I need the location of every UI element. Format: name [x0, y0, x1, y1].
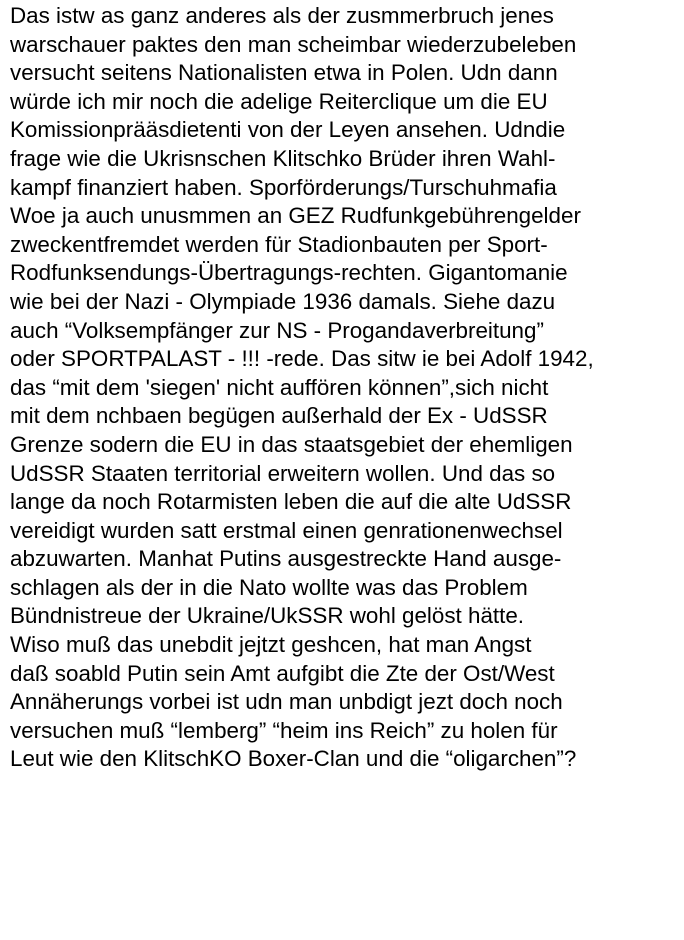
text-line: das “mit dem 'siegen' nicht auffören können”,sich nicht	[10, 374, 549, 400]
text-line: vereidigt wurden satt erstmal einen genrationenwechsel	[10, 517, 563, 543]
text-line: versucht seitens Nationalisten etwa in Polen. Udn dann	[10, 60, 558, 86]
text-line: Leut wie den KlitschKO Boxer-Clan und die “oligarchen”?	[10, 746, 577, 772]
text-line: wie bei der Nazi - Olympiade 1936 damals. Siehe dazu	[10, 288, 556, 314]
text-line: daß soabld Putin sein Amt aufgibt die Zte der Ost/West	[10, 660, 555, 686]
text-line: abzuwarten. Manhat Putins ausgestreckte Hand ausge-	[10, 546, 562, 572]
text-line: Bündnistreue der Ukraine/UkSSR wohl gelöst hätte.	[10, 603, 525, 629]
text-line: UdSSR Staaten territorial erweitern wollen. Und das so	[10, 460, 556, 486]
text-line: warschauer paktes den man scheimbar wiederzubeleben	[10, 31, 577, 57]
text-line: Rodfunksendungs-Übertragungs-rechten. Gigantomanie	[10, 260, 568, 286]
text-line: würde ich mir noch die adelige Reiterclique um die EU	[10, 88, 548, 114]
text-line: Grenze sodern die EU in das staatsgebiet der ehemligen	[10, 431, 573, 457]
text-line: Das istw as ganz anderes als der zusmmerbruch jenes	[10, 3, 554, 28]
text-line: zweckentfremdet werden für Stadionbauten per Sport-	[10, 231, 548, 257]
text-line: Woe ja auch unusmmen an GEZ Rudfunkgebührengelder	[10, 203, 581, 229]
text-line: Wiso muß das unebdit jejtzt geshcen, hat man Angst	[10, 632, 532, 658]
text-line: frage wie die Ukrisnschen Klitschko Brüder ihren Wahl-	[10, 145, 556, 171]
text-line: versuchen muß “lemberg” “heim ins Reich” zu holen für	[10, 717, 558, 743]
text-line: lange da noch Rotarmisten leben die auf die alte UdSSR	[10, 489, 572, 515]
text-line: mit dem nchbaen begügen außerhald der Ex - UdSSR	[10, 403, 548, 429]
body-text	[10, 2, 680, 774]
text-line: schlagen als der in die Nato wollte was das Problem	[10, 574, 528, 600]
text-line: kampf finanziert haben. Sporförderungs/Turschuhmafia	[10, 174, 557, 200]
text-line: Annäherungs vorbei ist udn man unbdigt jezt doch noch	[10, 689, 563, 715]
text-line: auch “Volksempfänger zur NS - Progandaverbreitung”	[10, 317, 544, 343]
text-line: Komissionprääsdietenti von der Leyen ansehen. Udndie	[10, 117, 566, 143]
text-line: oder SPORTPALAST - !!! -rede. Das sitw ie bei Adolf 1942,	[10, 346, 594, 372]
